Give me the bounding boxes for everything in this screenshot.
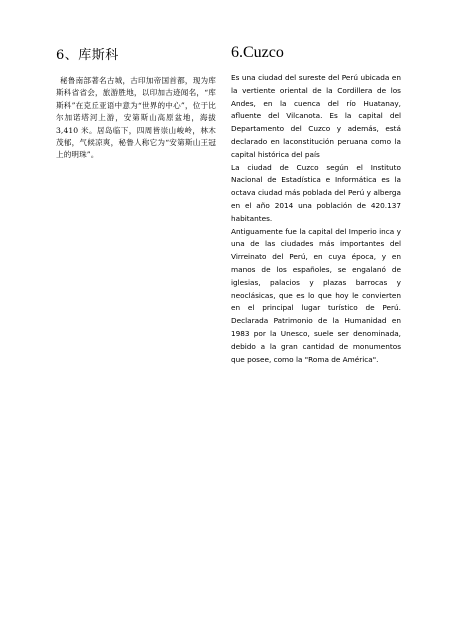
- spanish-column: [231, 44, 401, 366]
- spanish-paragraph-2: La ciudad de Cuzco según el Instituto Nacional de Estadística e Informática es la octava ciudad más poblada del Perú y alberga en el año 2014 una población de 420.137 habitantes.: [231, 162, 401, 223]
- chinese-column: [56, 44, 216, 162]
- spanish-paragraph-3: Antiguamente fue la capital del Imperio inca y una de las ciudades más importantes del Virreinato del Perú, en cuya época, y en manos de los españoles, se engalanó de iglesias, palacios y plazas barrocas y neoclásicas, que es lo que hoy le convierten en el principal lugar turístico de Perú. Declarada Patrimonio de la Humanidad en 1983 por la Unesco, suele ser denominada, debido a la gran cantidad de monumentos que posee, como la "Roma de América".: [231, 226, 401, 364]
- chinese-paragraph: 秘鲁南部著名古城，古印加帝国首都，现为库斯科省省会，旅游胜地，以印加古迹闻名，“库斯科”在克丘亚语中意为“世界的中心”，位于比尔加诺塔河上游，安第斯山高原盆地，海拔 3,410 米。居岛临下，四周皆崇山峻岭，林木茂郁，气候凉爽，秘鲁人称它为“安第斯山王冠上的明珠”。: [56, 76, 216, 160]
- spanish-heading: 6.Cuzco: [231, 44, 284, 61]
- chinese-heading: 6、库斯科: [56, 48, 119, 63]
- spanish-paragraph-1: Es una ciudad del sureste del Perú ubicada en la vertiente oriental de la Cordillera de los Andes, en la cuenca del río Huatanay, afluente del Vilcanota. Es la capital del Departamento del Cuzco y además, está declarado en laconstitución peruana como la capital histórica del país: [231, 73, 401, 159]
